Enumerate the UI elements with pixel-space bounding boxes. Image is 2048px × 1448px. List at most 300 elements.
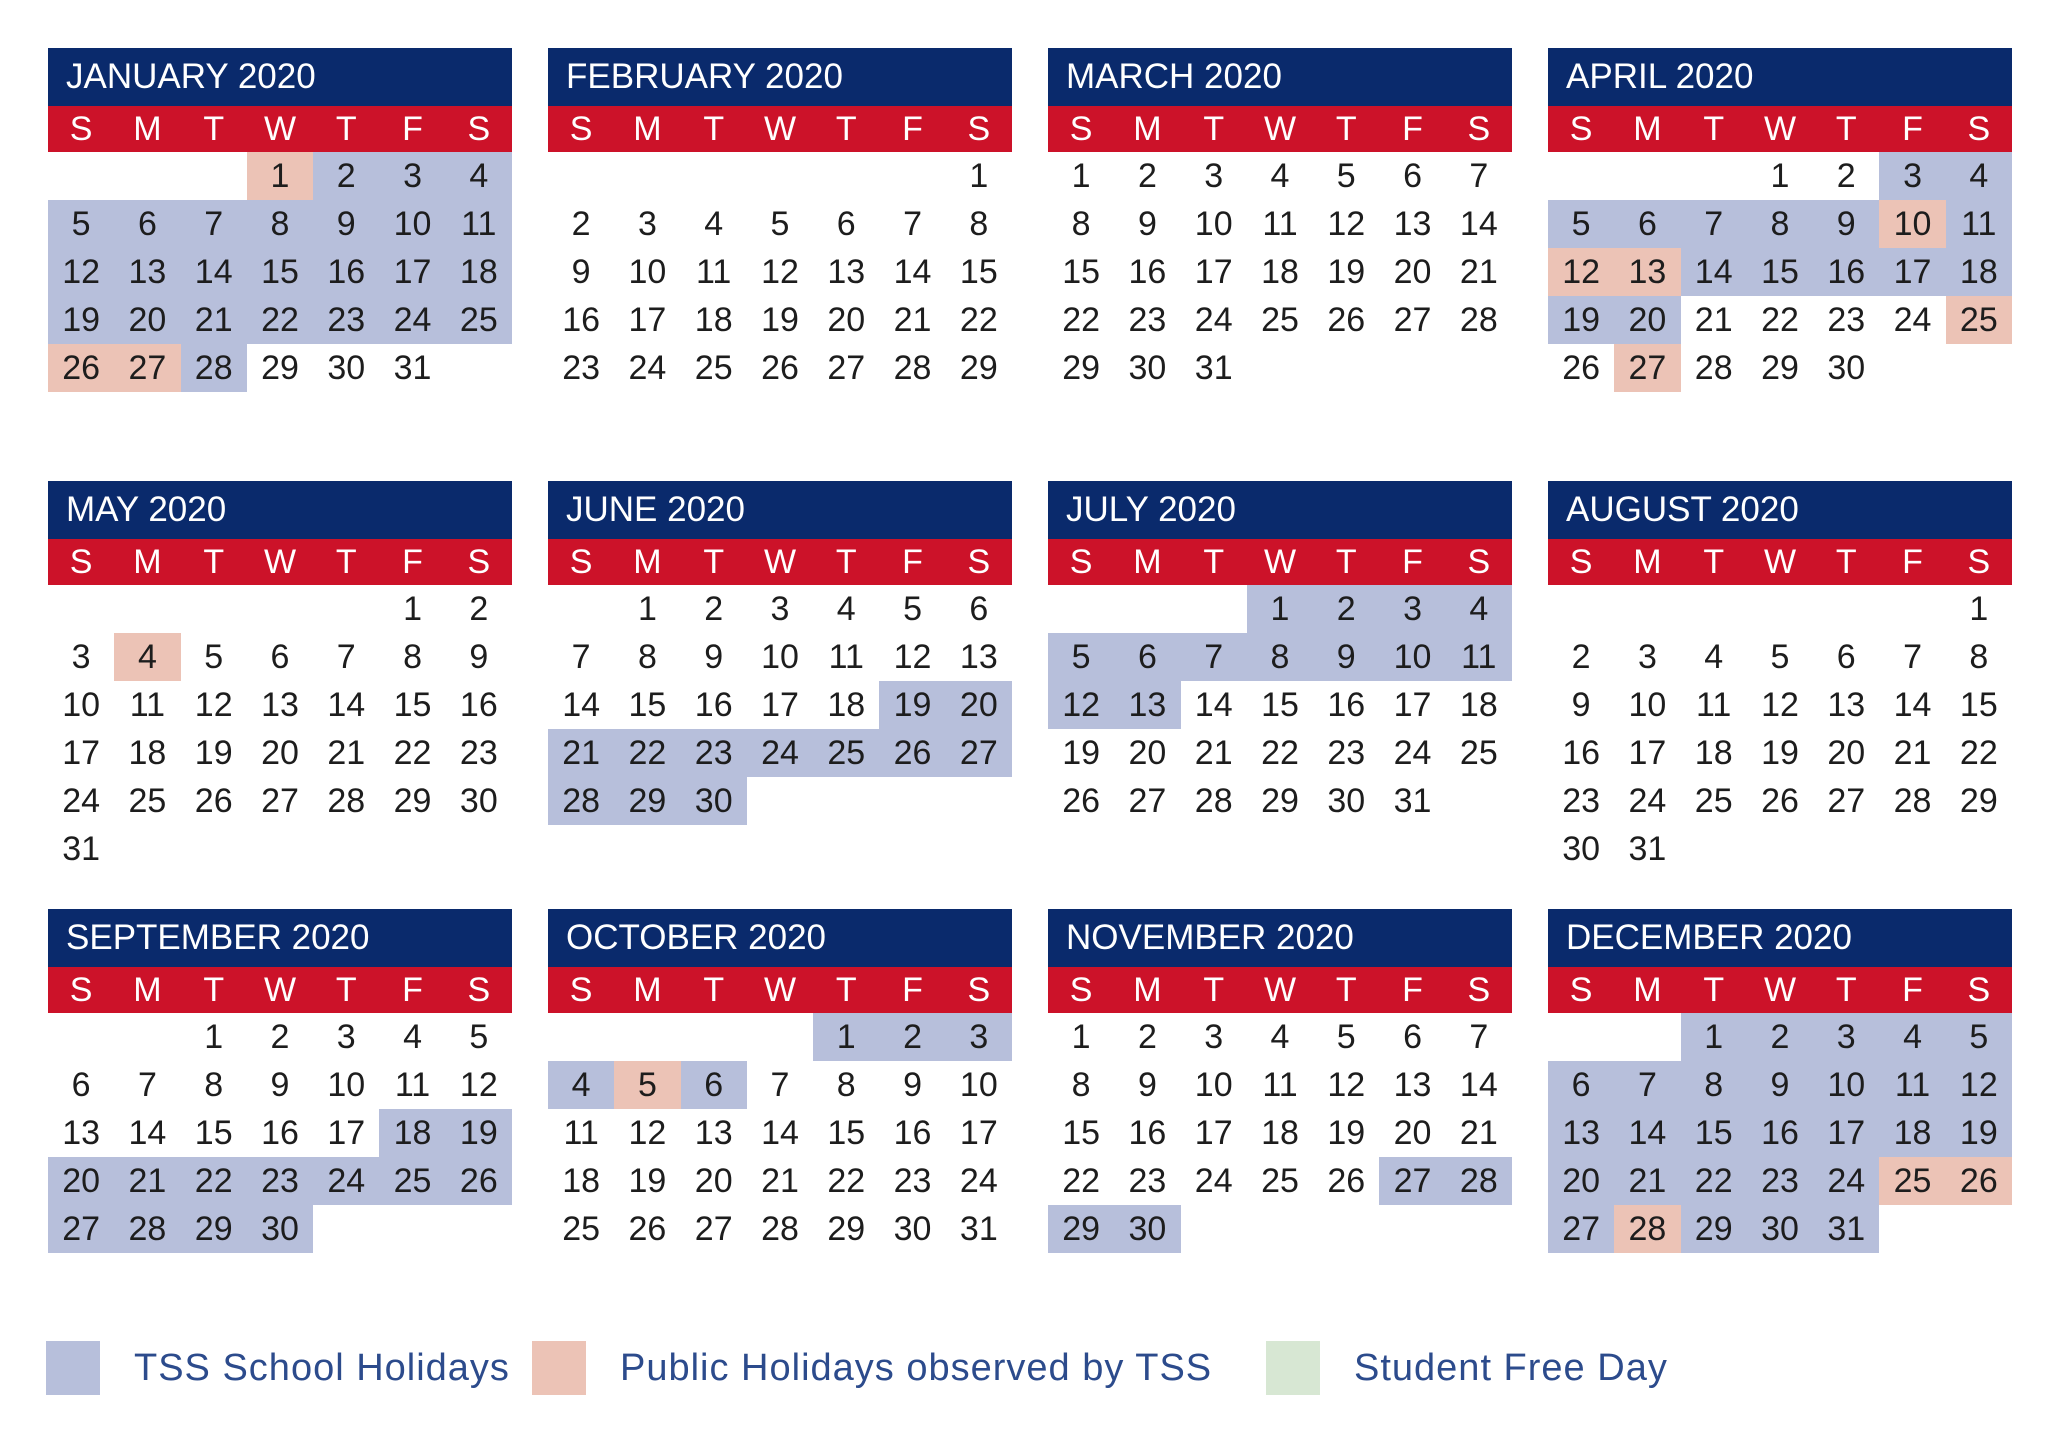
day-cell: 30	[247, 1205, 313, 1253]
day-cell: 19	[446, 1109, 512, 1157]
legend-label-public-holidays: Public Holidays observed by TSS	[620, 1346, 1213, 1389]
weekday-label: S	[69, 110, 93, 148]
week-row	[1048, 729, 1512, 777]
day-cell: 26	[446, 1157, 512, 1205]
day-cell: 16	[694, 686, 733, 724]
day-cell: 20	[1393, 1114, 1432, 1152]
day-cell: 19	[1761, 734, 1799, 772]
day-cell: 13	[261, 686, 299, 724]
day-cell: 18	[1694, 734, 1733, 772]
day-cell: 12	[761, 253, 799, 291]
weekday-label: S	[1967, 543, 1991, 581]
month-days	[48, 152, 512, 392]
weekday-label: T	[335, 971, 357, 1009]
day-cell: 15	[393, 686, 432, 724]
day-cell: 11	[828, 638, 864, 676]
weekday-label: T	[203, 543, 225, 581]
day-cell: 2	[469, 590, 489, 628]
day-cell: 23	[893, 1162, 932, 1200]
month-days	[1548, 585, 2012, 873]
day-cell: 21	[893, 301, 932, 339]
day-cell: 30	[1114, 1205, 1180, 1253]
empty-day-cell	[1048, 585, 1114, 633]
day-cell: 5	[469, 1018, 489, 1056]
day-cell: 4	[403, 1018, 422, 1056]
day-cell: 22	[1062, 1162, 1101, 1200]
month-february	[548, 48, 1012, 392]
weekday-label: W	[1263, 543, 1297, 581]
day-cell: 6	[71, 1066, 91, 1104]
day-cell: 27	[48, 1205, 114, 1253]
week-row	[48, 1109, 512, 1157]
day-cell: 9	[1313, 633, 1379, 681]
day-cell: 2	[571, 205, 591, 243]
empty-day-cell	[681, 152, 747, 200]
weekday-label: S	[1569, 971, 1593, 1009]
day-cell: 20	[114, 296, 180, 344]
weekday-label: T	[1835, 543, 1857, 581]
day-cell: 13	[959, 638, 998, 676]
weekday-label: T	[835, 543, 857, 581]
day-cell: 11	[1696, 686, 1732, 724]
day-cell: 2	[313, 152, 379, 200]
weekday-label: M	[633, 110, 662, 148]
empty-day-cell	[1946, 344, 2012, 392]
day-cell: 7	[137, 1066, 157, 1104]
week-row	[548, 1013, 1012, 1061]
day-cell: 1	[1247, 585, 1313, 633]
day-cell: 11	[1262, 1066, 1298, 1104]
day-cell: 19	[879, 681, 945, 729]
weekday-header-row	[1548, 539, 2012, 585]
week-row	[548, 1157, 1012, 1205]
day-cell: 29	[614, 777, 680, 825]
day-cell: 4	[1946, 152, 2012, 200]
month-july	[1048, 481, 1512, 825]
weekday-label: F	[1402, 971, 1423, 1009]
weekday-label: T	[1835, 971, 1857, 1009]
day-cell: 17	[628, 301, 667, 339]
day-cell: 10	[62, 686, 101, 724]
week-row	[1048, 777, 1512, 825]
day-cell: 25	[1459, 734, 1498, 772]
day-cell: 2	[1747, 1013, 1813, 1061]
day-cell: 6	[1403, 1018, 1422, 1056]
week-row	[1548, 1109, 2012, 1157]
week-row	[548, 729, 1012, 777]
week-row	[48, 152, 512, 200]
legend-swatch-public-holidays	[532, 1341, 586, 1395]
empty-day-cell	[1747, 825, 1813, 873]
empty-day-cell	[1813, 585, 1879, 633]
day-cell: 22	[181, 1157, 247, 1205]
day-cell: 18	[694, 301, 733, 339]
day-cell: 24	[1813, 1157, 1879, 1205]
day-cell: 16	[1562, 734, 1601, 772]
empty-day-cell	[1446, 777, 1512, 825]
empty-day-cell	[1946, 825, 2012, 873]
day-cell: 24	[1628, 782, 1667, 820]
day-cell: 24	[1893, 301, 1932, 339]
day-cell: 15	[1959, 686, 1998, 724]
week-row	[1048, 344, 1512, 392]
day-cell: 27	[1128, 782, 1167, 820]
weekday-label: M	[1633, 971, 1662, 1009]
day-cell: 25	[446, 296, 512, 344]
day-cell: 10	[1194, 1066, 1233, 1104]
day-cell: 14	[562, 686, 601, 724]
day-cell: 19	[194, 734, 233, 772]
day-cell: 11	[696, 253, 732, 291]
weekday-label: S	[1467, 110, 1491, 148]
day-cell: 20	[1614, 296, 1680, 344]
weekday-label: M	[1633, 543, 1662, 581]
day-cell: 27	[946, 729, 1012, 777]
day-cell: 22	[1761, 301, 1799, 339]
empty-day-cell	[1548, 585, 1614, 633]
day-cell: 6	[1548, 1061, 1614, 1109]
weekday-label: S	[1569, 543, 1593, 581]
day-cell: 11	[129, 686, 166, 724]
week-row	[1548, 777, 2012, 825]
week-row	[548, 681, 1012, 729]
empty-day-cell	[1747, 585, 1813, 633]
weekday-label: W	[1263, 110, 1297, 148]
week-row	[1548, 296, 2012, 344]
day-cell: 5	[1048, 633, 1114, 681]
weekday-label: W	[1263, 971, 1297, 1009]
day-cell: 23	[1562, 782, 1601, 820]
weekday-label: M	[133, 971, 162, 1009]
day-cell: 10	[1813, 1061, 1879, 1109]
day-cell: 27	[694, 1210, 733, 1248]
day-cell: 19	[1062, 734, 1101, 772]
empty-day-cell	[379, 825, 445, 873]
day-cell: 6	[1114, 633, 1180, 681]
day-cell: 18	[1459, 686, 1498, 724]
week-row	[1548, 729, 2012, 777]
day-cell: 16	[1128, 253, 1167, 291]
day-cell: 24	[62, 782, 101, 820]
empty-day-cell	[747, 777, 813, 825]
day-cell: 18	[1261, 253, 1299, 291]
empty-day-cell	[879, 152, 945, 200]
weekday-label: W	[763, 543, 797, 581]
day-cell: 29	[1959, 782, 1998, 820]
day-cell: 7	[1181, 633, 1247, 681]
weekday-label: S	[69, 971, 93, 1009]
day-cell: 28	[181, 344, 247, 392]
day-cell: 14	[1194, 686, 1233, 724]
day-cell: 7	[1681, 200, 1747, 248]
day-cell: 2	[270, 1018, 290, 1056]
day-cell: 8	[1681, 1061, 1747, 1109]
weekday-header-row	[48, 106, 512, 152]
legend-label-school-holidays: TSS School Holidays	[134, 1346, 510, 1389]
weekday-header-row	[48, 967, 512, 1013]
day-cell: 24	[1194, 1162, 1233, 1200]
day-cell: 19	[628, 1162, 667, 1200]
day-cell: 26	[1761, 782, 1799, 820]
month-title: AUGUST 2020	[1548, 481, 2012, 539]
day-cell: 9	[469, 638, 489, 676]
week-row	[48, 1205, 512, 1253]
day-cell: 21	[548, 729, 614, 777]
day-cell: 10	[959, 1066, 998, 1104]
day-cell: 9	[571, 253, 591, 291]
empty-day-cell	[1879, 344, 1945, 392]
month-title: NOVEMBER 2020	[1048, 909, 1512, 967]
week-row	[548, 296, 1012, 344]
day-cell: 10	[1194, 205, 1233, 243]
month-title: MARCH 2020	[1048, 48, 1512, 106]
month-title: OCTOBER 2020	[548, 909, 1012, 967]
day-cell: 8	[1071, 1066, 1091, 1104]
month-june	[548, 481, 1012, 825]
day-cell: 17	[1628, 734, 1667, 772]
day-cell: 14	[893, 253, 932, 291]
day-cell: 4	[836, 590, 856, 628]
day-cell: 1	[1071, 157, 1091, 195]
day-cell: 22	[393, 734, 432, 772]
day-cell: 17	[1393, 686, 1432, 724]
day-cell: 30	[681, 777, 747, 825]
day-cell: 26	[1327, 301, 1366, 339]
day-cell: 3	[1204, 157, 1224, 195]
day-cell: 27	[827, 349, 866, 387]
day-cell: 14	[327, 686, 366, 724]
day-cell: 16	[1813, 248, 1879, 296]
weekday-label: W	[263, 110, 297, 148]
empty-day-cell	[446, 825, 512, 873]
empty-day-cell	[1681, 585, 1747, 633]
month-days	[1048, 152, 1512, 392]
month-title: APRIL 2020	[1548, 48, 2012, 106]
day-cell: 9	[1571, 686, 1591, 724]
legend	[0, 1340, 2048, 1410]
day-cell: 21	[1614, 1157, 1680, 1205]
month-april	[1548, 48, 2012, 392]
month-september	[48, 909, 512, 1253]
empty-day-cell	[813, 777, 879, 825]
day-cell: 25	[1261, 301, 1299, 339]
weekday-label: S	[569, 543, 593, 581]
week-row	[1048, 200, 1512, 248]
empty-day-cell	[114, 152, 180, 200]
day-cell: 25	[1694, 782, 1733, 820]
day-cell: 29	[1261, 782, 1299, 820]
weekday-label: M	[1633, 110, 1662, 148]
weekday-label: M	[133, 543, 162, 581]
day-cell: 17	[62, 734, 101, 772]
day-cell: 17	[761, 686, 799, 724]
day-cell: 22	[1681, 1157, 1747, 1205]
day-cell: 20	[1548, 1157, 1614, 1205]
month-title: JULY 2020	[1048, 481, 1512, 539]
weekday-label: T	[1335, 971, 1357, 1009]
empty-day-cell	[548, 152, 614, 200]
week-row	[1548, 1157, 2012, 1205]
month-title: JUNE 2020	[548, 481, 1012, 539]
day-cell: 27	[114, 344, 180, 392]
weekday-label: S	[967, 543, 991, 581]
week-row	[548, 344, 1012, 392]
day-cell: 25	[1879, 1157, 1945, 1205]
day-cell: 29	[261, 349, 299, 387]
week-row	[548, 200, 1012, 248]
weekday-label: T	[703, 110, 725, 148]
week-row	[48, 1157, 512, 1205]
week-row	[1048, 248, 1512, 296]
day-cell: 30	[893, 1210, 932, 1248]
day-cell: 17	[1194, 1114, 1233, 1152]
day-cell: 7	[770, 1066, 790, 1104]
month-title: FEBRUARY 2020	[548, 48, 1012, 106]
day-cell: 23	[1327, 734, 1366, 772]
empty-day-cell	[747, 1013, 813, 1061]
day-cell: 9	[1813, 200, 1879, 248]
day-cell: 10	[1628, 686, 1667, 724]
week-row	[48, 344, 512, 392]
day-cell: 8	[1969, 638, 1989, 676]
day-cell: 16	[1747, 1109, 1813, 1157]
week-row	[1048, 296, 1512, 344]
day-cell: 20	[261, 734, 299, 772]
month-days	[1048, 585, 1512, 825]
day-cell: 2	[879, 1013, 945, 1061]
day-cell: 19	[1946, 1109, 2012, 1157]
day-cell: 16	[459, 686, 498, 724]
day-cell: 28	[327, 782, 366, 820]
day-cell: 11	[1879, 1061, 1945, 1109]
day-cell: 10	[379, 200, 445, 248]
empty-day-cell	[313, 1205, 379, 1253]
weekday-label: S	[467, 543, 491, 581]
day-cell: 31	[62, 830, 101, 868]
day-cell: 2	[1836, 157, 1856, 195]
day-cell: 4	[1446, 585, 1512, 633]
day-cell: 20	[827, 301, 866, 339]
weekday-label: F	[1902, 971, 1923, 1009]
weekday-label: T	[1203, 543, 1225, 581]
weekday-label: F	[902, 971, 923, 1009]
day-cell: 26	[1327, 1162, 1366, 1200]
empty-day-cell	[681, 1013, 747, 1061]
day-cell: 13	[1393, 1066, 1432, 1104]
day-cell: 28	[1614, 1205, 1680, 1253]
weekday-header-row	[1548, 967, 2012, 1013]
day-cell: 20	[48, 1157, 114, 1205]
day-cell: 2	[704, 590, 724, 628]
day-cell: 21	[1694, 301, 1733, 339]
day-cell: 2	[1137, 157, 1157, 195]
day-cell: 15	[1261, 686, 1299, 724]
weekday-header-row	[548, 106, 1012, 152]
weekday-label: S	[1069, 110, 1093, 148]
week-row	[48, 248, 512, 296]
day-cell: 5	[903, 590, 922, 628]
weekday-label: S	[1069, 543, 1093, 581]
month-days	[548, 585, 1012, 825]
weekday-label: T	[1703, 110, 1725, 148]
day-cell: 8	[1247, 633, 1313, 681]
weekday-label: S	[1967, 971, 1991, 1009]
day-cell: 3	[379, 152, 445, 200]
day-cell: 1	[247, 152, 313, 200]
weekday-header-row	[1048, 539, 1512, 585]
day-cell: 13	[827, 253, 866, 291]
day-cell: 21	[114, 1157, 180, 1205]
day-cell: 30	[1327, 782, 1366, 820]
day-cell: 15	[1681, 1109, 1747, 1157]
empty-day-cell	[1181, 1205, 1247, 1253]
empty-day-cell	[879, 777, 945, 825]
empty-day-cell	[446, 344, 512, 392]
day-cell: 25	[1946, 296, 2012, 344]
weekday-label: S	[1967, 110, 1991, 148]
day-cell: 22	[827, 1162, 866, 1200]
empty-day-cell	[1446, 344, 1512, 392]
week-row	[1548, 152, 2012, 200]
day-cell: 15	[1062, 1114, 1101, 1152]
day-cell: 11	[1446, 633, 1512, 681]
day-cell: 18	[562, 1162, 601, 1200]
month-january	[48, 48, 512, 392]
day-cell: 27	[1548, 1205, 1614, 1253]
weekday-label: S	[1569, 110, 1593, 148]
day-cell: 27	[1827, 782, 1866, 820]
empty-day-cell	[114, 585, 180, 633]
day-cell: 19	[1327, 1114, 1366, 1152]
day-cell: 18	[128, 734, 167, 772]
day-cell: 25	[128, 782, 167, 820]
weekday-label: T	[1203, 971, 1225, 1009]
weekday-label: W	[263, 543, 297, 581]
weekday-label: F	[402, 971, 423, 1009]
day-cell: 9	[903, 1066, 922, 1104]
day-cell: 20	[1128, 734, 1167, 772]
day-cell: 18	[827, 686, 866, 724]
empty-day-cell	[1946, 1205, 2012, 1253]
empty-day-cell	[1247, 1205, 1313, 1253]
month-december	[1548, 909, 2012, 1253]
day-cell: 25	[562, 1210, 601, 1248]
day-cell: 23	[459, 734, 498, 772]
weekday-label: T	[1703, 543, 1725, 581]
week-row	[48, 729, 512, 777]
day-cell: 5	[48, 200, 114, 248]
month-august	[1548, 481, 2012, 873]
weekday-label: S	[467, 971, 491, 1009]
empty-day-cell	[1681, 152, 1747, 200]
day-cell: 19	[1548, 296, 1614, 344]
day-cell: 14	[1614, 1109, 1680, 1157]
day-cell: 12	[893, 638, 932, 676]
day-cell: 13	[1393, 205, 1432, 243]
empty-day-cell	[379, 1205, 445, 1253]
empty-day-cell	[1313, 1205, 1379, 1253]
day-cell: 28	[1893, 782, 1932, 820]
day-cell: 8	[403, 638, 422, 676]
day-cell: 30	[1827, 349, 1866, 387]
weekday-label: S	[1467, 543, 1491, 581]
weekday-header-row	[48, 539, 512, 585]
day-cell: 24	[959, 1162, 998, 1200]
day-cell: 4	[548, 1061, 614, 1109]
day-cell: 6	[836, 205, 856, 243]
weekday-label: T	[835, 971, 857, 1009]
day-cell: 15	[247, 248, 313, 296]
